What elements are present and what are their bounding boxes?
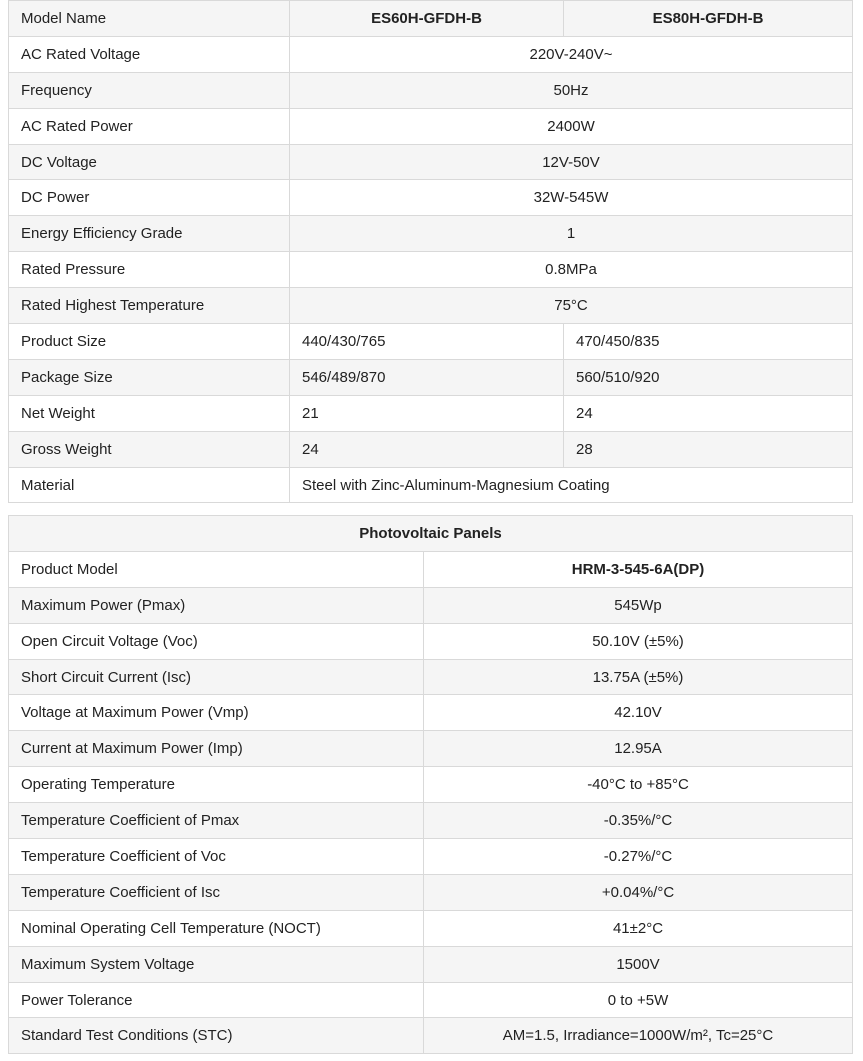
table-row — [9, 36, 853, 72]
row-label: Power Tolerance — [9, 982, 424, 1018]
row-value: 32W-545W — [290, 180, 853, 216]
row-value: 50.10V (±5%) — [424, 623, 853, 659]
row-label: Energy Efficiency Grade — [9, 216, 290, 252]
row-value: +0.04%/°C — [424, 874, 853, 910]
table-row — [9, 288, 853, 324]
row-label: Short Circuit Current (Isc) — [9, 659, 424, 695]
row-label: Rated Highest Temperature — [9, 288, 290, 324]
table-row — [9, 359, 853, 395]
table-row — [9, 1018, 853, 1054]
table-row — [9, 623, 853, 659]
row-label: Gross Weight — [9, 431, 290, 467]
table-row — [9, 695, 853, 731]
row-label: Temperature Coefficient of Isc — [9, 874, 424, 910]
row-value: AM=1.5, Irradiance=1000W/m², Tc=25°C — [424, 1018, 853, 1054]
row-value: HRM-3-545-6A(DP) — [424, 551, 853, 587]
table-row — [9, 72, 853, 108]
table-row — [9, 395, 853, 431]
row-value: 0 to +5W — [424, 982, 853, 1018]
row-label: Rated Pressure — [9, 252, 290, 288]
row-label: Frequency — [9, 72, 290, 108]
table-row — [9, 324, 853, 360]
row-label: Maximum Power (Pmax) — [9, 587, 424, 623]
row-label: Net Weight — [9, 395, 290, 431]
model-b-value: 470/450/835 — [564, 324, 853, 360]
row-value: 2400W — [290, 108, 853, 144]
row-value: 42.10V — [424, 695, 853, 731]
table-row — [9, 216, 853, 252]
model-a-header: ES60H-GFDH-B — [290, 1, 564, 37]
table-row — [9, 108, 853, 144]
row-label: Package Size — [9, 359, 290, 395]
table-title: Photovoltaic Panels — [9, 516, 853, 552]
row-label: Product Size — [9, 324, 290, 360]
table-row — [9, 1, 853, 37]
table-row — [9, 731, 853, 767]
row-value: -40°C to +85°C — [424, 767, 853, 803]
table-row — [9, 180, 853, 216]
row-value: Steel with Zinc-Aluminum-Magnesium Coating — [290, 467, 853, 503]
table-row — [9, 659, 853, 695]
row-label: Model Name — [9, 1, 290, 37]
table-row — [9, 252, 853, 288]
row-label: Operating Temperature — [9, 767, 424, 803]
table-title-row — [9, 516, 853, 552]
row-label: AC Rated Voltage — [9, 36, 290, 72]
row-value: 1500V — [424, 946, 853, 982]
model-a-value: 21 — [290, 395, 564, 431]
spec-table — [8, 0, 853, 503]
row-value: 220V-240V~ — [290, 36, 853, 72]
row-label: Standard Test Conditions (STC) — [9, 1018, 424, 1054]
row-value: 13.75A (±5%) — [424, 659, 853, 695]
row-value: 41±2°C — [424, 910, 853, 946]
model-b-value: 24 — [564, 395, 853, 431]
row-value: 545Wp — [424, 587, 853, 623]
table-row — [9, 839, 853, 875]
row-label: Product Model — [9, 551, 424, 587]
table-row — [9, 587, 853, 623]
row-value: 75°C — [290, 288, 853, 324]
row-label: Current at Maximum Power (Imp) — [9, 731, 424, 767]
model-a-value: 440/430/765 — [290, 324, 564, 360]
table-row — [9, 874, 853, 910]
model-b-value: 560/510/920 — [564, 359, 853, 395]
row-label: Temperature Coefficient of Voc — [9, 839, 424, 875]
pv-table — [8, 515, 853, 1054]
row-label: Material — [9, 467, 290, 503]
row-label: Temperature Coefficient of Pmax — [9, 803, 424, 839]
table-row — [9, 551, 853, 587]
row-value: -0.35%/°C — [424, 803, 853, 839]
table-row — [9, 982, 853, 1018]
table-row — [9, 431, 853, 467]
row-label: Maximum System Voltage — [9, 946, 424, 982]
row-value: 12V-50V — [290, 144, 853, 180]
row-label: Voltage at Maximum Power (Vmp) — [9, 695, 424, 731]
row-label: AC Rated Power — [9, 108, 290, 144]
model-a-value: 546/489/870 — [290, 359, 564, 395]
row-value: 50Hz — [290, 72, 853, 108]
table-row — [9, 803, 853, 839]
table-row — [9, 946, 853, 982]
row-value: 12.95A — [424, 731, 853, 767]
model-b-header: ES80H-GFDH-B — [564, 1, 853, 37]
table-row — [9, 144, 853, 180]
row-label: DC Voltage — [9, 144, 290, 180]
model-a-value: 24 — [290, 431, 564, 467]
row-value: -0.27%/°C — [424, 839, 853, 875]
table-row — [9, 910, 853, 946]
row-value: 1 — [290, 216, 853, 252]
model-b-value: 28 — [564, 431, 853, 467]
row-label: DC Power — [9, 180, 290, 216]
row-value: 0.8MPa — [290, 252, 853, 288]
row-label: Nominal Operating Cell Temperature (NOCT) — [9, 910, 424, 946]
table-row — [9, 467, 853, 503]
table-row — [9, 767, 853, 803]
row-label: Open Circuit Voltage (Voc) — [9, 623, 424, 659]
